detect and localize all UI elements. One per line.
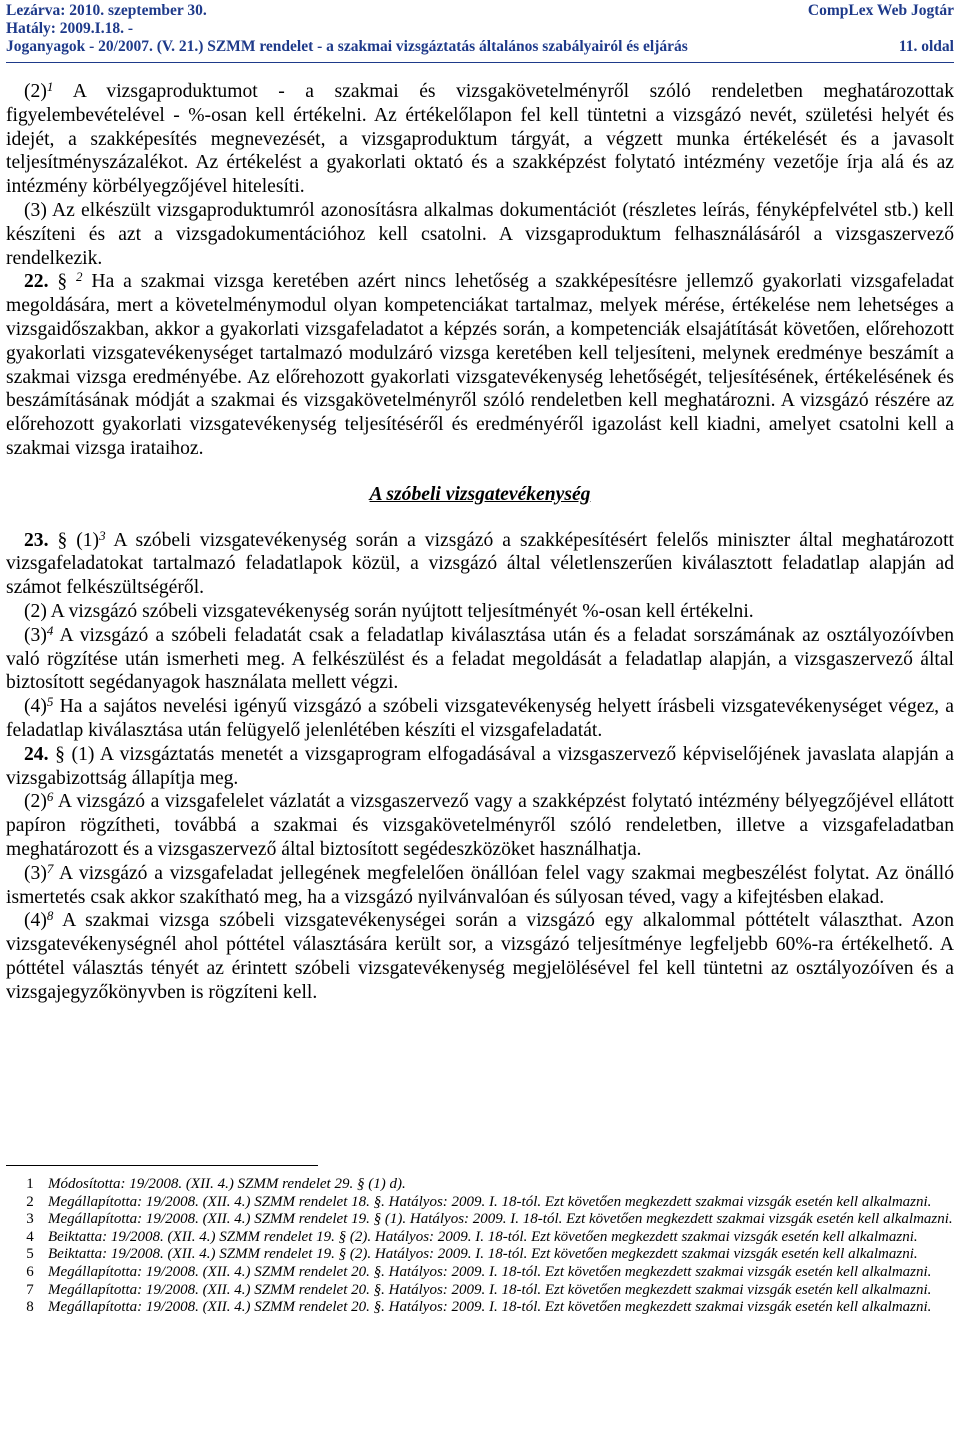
footnote-item [6, 1176, 954, 1194]
header-line-2 [6, 19, 954, 38]
footnote-text: Módosította: 19/2008. (XII. 4.) SZMM rendelet 29. § (1) d). [48, 1176, 406, 1192]
document-title: Joganyagok - 20/2007. (V. 21.) SZMM rendelet - a szakmai vizsgáztatás általános szabályairól és eljárás [6, 38, 688, 55]
footnote-ref[interactable]: 5 [46, 694, 54, 710]
paragraph-text: Ha a sajátos nevelési igényű vizsgázó a szóbeli vizsgatevékenység helyett írásbeli vizsgatevékenységet végez, a feladatlap kiválasztása után felügyelő jelenlétében készíti el vizsgafeladatát. [6, 696, 954, 741]
footnote-number: 8 [26, 1299, 34, 1316]
paragraph [6, 790, 954, 861]
paragraph-number: (3) [24, 624, 47, 646]
page-number: 11. oldal [898, 38, 954, 55]
footnote-item [6, 1194, 954, 1212]
paragraph-text: (3) Az elkészült vizsgaproduktumról azonosításra alkalmas dokumentációt (részletes leírás, fényképfelvétel stb.) kell készíteni és azt a vizsgadokumentációhoz kell csatolni. A vizsgaproduktum felhasználásáról a vizsgaszervező rendelkezik. [6, 199, 954, 269]
paragraph-number: (4) [24, 696, 47, 718]
paragraph [6, 199, 954, 270]
section-sign: § (1) [48, 529, 100, 551]
paragraph-number: (3) [24, 862, 47, 884]
footnote-text: Megállapította: 19/2008. (XII. 4.) SZMM rendelet 20. §. Hatályos: 2009. I. 18-tól. Ezt követően megkezdett szakmai vizsgák esetén kell alkalmazni. [48, 1281, 932, 1298]
paragraph [6, 909, 954, 1004]
footnote-number: 7 [26, 1281, 34, 1298]
footnote-text: Megállapította: 19/2008. (XII. 4.) SZMM rendelet 18. §. Hatályos: 2009. I. 18-tól. Ezt követően megkezdett szakmai vizsgák esetén kell alkalmazni. [48, 1193, 932, 1210]
header-line-1 [6, 1, 954, 20]
footnote-ref[interactable]: 7 [46, 860, 54, 876]
paragraph-text: A szóbeli vizsgatevékenység során a vizsgázó a szakképesítésért felelős miniszter által meghatározott vizsgafeladatokat tartalmazó feladatlapok közül, a vizsgázó által véletlenszerűen kiválasztott feladatlap alapján ad számot felkészültségéről. [6, 529, 954, 599]
section-number: 22. [24, 271, 49, 293]
footnote-item [6, 1211, 954, 1229]
footnote-text: Megállapította: 19/2008. (XII. 4.) SZMM rendelet 20. §. Hatályos: 2009. I. 18-tól. Ezt követően megkezdett szakmai vizsgák esetén kell alkalmazni. [48, 1263, 932, 1280]
section-title: A szóbeli vizsgatevékenység [369, 483, 591, 505]
paragraph [6, 695, 954, 743]
paragraph [6, 270, 954, 460]
footnote-number: 2 [26, 1193, 34, 1210]
footnote-item [6, 1282, 954, 1300]
footnote-number: 1 [26, 1176, 34, 1192]
paragraph-text: A vizsgaproduktumot - a szakmai és vizsgakövetelményről szóló rendeletben meghatározottak figyelembevételével - %-osan kell értékelni. Az értékelőlapon fel kell tüntetni a vizsgázó nevét, születési helyét és idejét, a szakképesítés megnevezését, a vizsgaproduktum tárgyát, a végzett munka értékelését és a javasolt teljesítményszázalékot. Az értékelést a gyakorlati oktató és a szakképzést folytató intézmény vezetője írja alá és az intézmény körbélyegzőjével hitelesíti. [6, 81, 954, 198]
paragraph [6, 600, 954, 624]
paragraph-text: (2) A vizsgázó szóbeli vizsgatevékenység során nyújtott teljesítményét %-osan kell értékelni. [24, 600, 754, 622]
document-body [6, 80, 954, 1004]
paragraph-text: A vizsgázó a szóbeli feladatát csak a feladatlap kiválasztása után és a feladat sorszámának az osztályozóívben való rögzítése után ismerheti meg. A felkészülést és a feladat megoldását a feladatlap alapján, a vizsgaszervező által biztosított segédanyagok használata mellett végzi. [6, 624, 954, 694]
footnote-text: Megállapította: 19/2008. (XII. 4.) SZMM rendelet 19. § (1). Hatályos: 2009. I. 18-tól. Ezt követően megkezdett szakmai vizsgák esetén kell alkalmazni. [48, 1211, 953, 1228]
footnote-ref[interactable]: 6 [46, 789, 54, 805]
paragraph [6, 80, 954, 199]
effective-date: Hatály: 2009.I.18. - [6, 20, 134, 37]
section-number: 23. [24, 529, 49, 551]
footnote-ref[interactable]: 4 [46, 622, 54, 638]
paragraph [6, 743, 954, 791]
footnote-item [6, 1299, 954, 1317]
paragraph-text: § (1) A vizsgáztatás menetét a vizsgaprogram elfogadásával a vizsgaszervező képviselőjének javaslata alapján a vizsgabizottság állapítja meg. [6, 743, 954, 789]
publisher-name: CompLex Web Jogtár [807, 2, 954, 19]
paragraph-number: (2) [24, 791, 47, 813]
footnote-text: Beiktatta: 19/2008. (XII. 4.) SZMM rendelet 19. § (2). Hatályos: 2009. I. 18-tól. Ezt követően megkezdett szakmai vizsgák esetén kell alkalmazni. [48, 1228, 918, 1245]
header-line-3 [6, 37, 954, 56]
paragraph-text: Ha a szakmai vizsga keretében azért nincs lehetőség a szakképesítésre jellemző gyakorlati vizsgafeladat megoldására, mert a követelménymodul olyan kompetenciákat tartalmaz, melyek mérése, értékelése nem lehetséges a vizsgaidőszakban, akkor a gyakorlati vizsgafeladatot a képzés során, a kompetenciák elsajátítását követően, előrehozott gyakorlati vizsgatevékenységet tartalmazó modulzáró vizsga keretében kell teljesíteni, melynek eredménye beszámít a szakmai vizsga eredményébe. Az előrehozott gyakorlati vizsgatevékenység lehetőségét, teljesítésének, értékelésének és beszámításának módját a szakmai és vizsgakövetelményről szóló rendeletben kell meghatározni. A vizsgázó részére az előrehozott gyakorlati vizsgatevékenység teljesítéséről és eredményéről igazolást kell kiadni, amelyet csatolni kell a szakmai vizsga irataihoz. [6, 271, 954, 459]
footnote-ref[interactable]: 1 [46, 79, 54, 94]
footnote-ref[interactable]: 2 [76, 269, 83, 285]
footnote-text: Megállapította: 19/2008. (XII. 4.) SZMM rendelet 20. §. Hatályos: 2009. I. 18-tól. Ezt követően megkezdett szakmai vizsgák esetén kell alkalmazni. [48, 1299, 932, 1316]
footnote-ref[interactable]: 8 [46, 908, 54, 924]
section-number: 24. [24, 743, 49, 765]
footnote-text: Beiktatta: 19/2008. (XII. 4.) SZMM rendelet 19. § (2). Hatályos: 2009. I. 18-tól. Ezt követően megkezdett szakmai vizsgák esetén kell alkalmazni. [48, 1246, 918, 1263]
paragraph [6, 862, 954, 910]
lock-date: Lezárva: 2010. szeptember 30. [6, 2, 207, 19]
footnote-number: 4 [26, 1228, 34, 1245]
footnote-item [6, 1246, 954, 1264]
paragraph [6, 624, 954, 695]
footnote-number: 6 [26, 1263, 34, 1280]
footnote-item [6, 1229, 954, 1247]
header-divider [6, 62, 954, 63]
footnote-divider [6, 1165, 318, 1166]
paragraph [6, 529, 954, 600]
footnotes [6, 1165, 954, 1317]
paragraph-text: A vizsgázó a vizsgafelelet vázlatát a vizsgaszervező vagy a szakképzést folytató intézmény bélyegzőjével ellátott papíron rögzítheti, továbbá a szakmai és vizsgakövetelményről szóló rendeletben, illetve a vizsgafeladatban meghatározott és a vizsgaszervező által biztosított segédeszközöket használhatja. [6, 791, 954, 860]
footnote-ref[interactable]: 3 [99, 527, 106, 543]
footnote-number: 3 [26, 1211, 34, 1228]
footnote-number: 5 [26, 1246, 34, 1263]
paragraph-text: A szakmai vizsga szóbeli vizsgatevékenységei során a vizsgázó egy alkalommal póttételt választhat. Azon vizsgatevékenységnél ahol póttétel választására került sor, a vizsgázó teljesítménye legfeljebb 60%-ra értékelhető. A póttétel választás tényét az érintett szóbeli vizsgatevékenység megjelölésével fel kell tüntetni az osztályozóíven és a vizsgajegyzőkönyvben is rögzíteni kell. [6, 910, 954, 1003]
section-sign: § [48, 271, 68, 293]
footnote-item [6, 1264, 954, 1282]
paragraph-number: (4) [24, 910, 47, 932]
paragraph-text: A vizsgázó a vizsgafeladat jellegének megfelelően önállóan felel vagy szakmai megbeszélést folytat. Az önálló ismertetés csak akkor szakítható meg, ha a vizsgázó nyilvánvalóan és súlyosan téved, vagy a kifejtésben elakad. [6, 862, 954, 908]
paragraph-number: (2) [24, 81, 47, 102]
